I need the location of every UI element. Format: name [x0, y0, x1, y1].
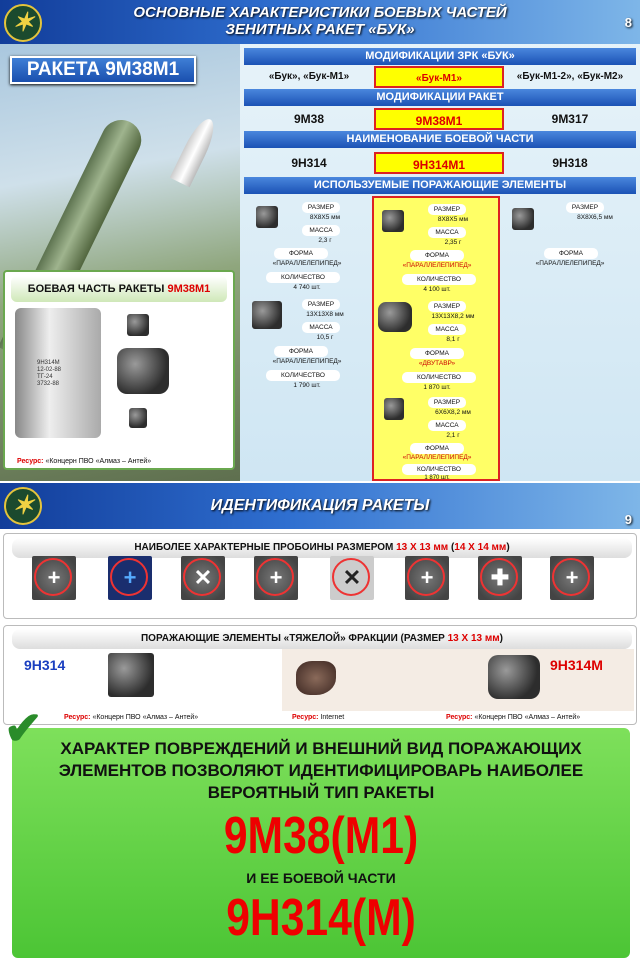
zrk-header: МОДИФИКАЦИИ ЗРК «БУК»	[244, 48, 636, 65]
rocket-row: 9М38 9М38М1 9М317	[244, 108, 636, 130]
checkmark-icon: ✔	[4, 702, 43, 754]
elements-header: ИСПОЛЬЗУЕМЫЕ ПОРАЖАЮЩИЕ ЭЛЕМЕНТЫ	[244, 177, 636, 194]
slide-title-line2: ЗЕНИТНЫХ РАКЕТ «БУК»	[225, 21, 415, 38]
star-emblem-icon: ✶	[4, 487, 42, 525]
fragment-13x13x8-icon	[252, 301, 282, 329]
elements-col-9n314m1: РАЗМЕР 8Х8Х5 мм МАССА 2,35 г ФОРМА «ПАРАЛЛЕЛЕПИПЕД» КОЛИЧЕСТВО 4 100 шт. РАЗМЕР 13Х13Х8,2 мм МАССА 8,1 г ФОРМА «ДВУТАВР» КОЛИЧЕСТВО 1 870 шт. РАЗМЕР 6Х6Х8,2 мм МАССА 2,1 г ФОРМА «ПАРАЛЛЕЛЕПИПЕД» КОЛИЧЕСТВО 1 870 шт.	[372, 196, 500, 481]
hole-photo-5: ✕	[330, 556, 374, 600]
missile-nose	[170, 115, 220, 188]
fragment-8x8x65-icon	[512, 208, 534, 230]
page-number: 8	[624, 15, 632, 30]
hole-photo-6: +	[405, 556, 449, 600]
fragment-tiny-icon	[129, 408, 147, 428]
holes-section	[3, 533, 637, 619]
fragment-8x8x5-icon	[382, 210, 404, 232]
warhead-result: 9Н314(М)	[226, 889, 416, 947]
warhead-header: НАИМЕНОВАНИЕ БОЕВОЙ ЧАСТИ	[244, 131, 636, 148]
elements-col-9n318: РАЗМЕР 8Х8Х6,5 мм ФОРМА «ПАРАЛЛЕЛЕПИПЕД»	[504, 196, 636, 481]
zrk-row: «Бук», «Бук-М1» «Бук-М1» «Бук-М1-2», «Бук-М2»	[244, 66, 636, 88]
and-warhead-text: И ЕЕ БОЕВОЙ ЧАСТИ	[246, 870, 396, 886]
fragment-small-icon	[127, 314, 149, 336]
slide-8	[0, 0, 640, 481]
conclusion-line3: ВЕРОЯТНЫЙ ТИП РАКЕТЫ	[207, 783, 435, 802]
model-9n314m-label: 9Н314М	[550, 657, 603, 673]
slide-9	[0, 483, 640, 963]
warhead-source: Ресурс: «Концерн ПВО «Алмаз – Антей»	[17, 458, 152, 465]
rocket-title-badge: РАКЕТА 9М38М1	[10, 56, 196, 84]
fragment-ibeam-icon	[488, 655, 540, 699]
conclusion-panel	[12, 728, 630, 958]
warhead-row: 9Н314 9Н314М1 9Н318	[244, 152, 636, 174]
star-emblem-icon: ✶	[4, 4, 42, 42]
fragment-cube-icon	[108, 653, 154, 697]
warhead-caption: БОЕВАЯ ЧАСТЬ РАКЕТЫ 9М38М1	[11, 276, 227, 302]
fragment-6x6x8-icon	[384, 398, 404, 420]
page-number: 9	[624, 512, 632, 527]
slide-title: ИДЕНТИФИКАЦИЯ РАКЕТЫ	[210, 497, 430, 514]
fragment-ibeam-icon	[117, 348, 169, 394]
barrel-markings: 9Н314М 12-02-88 ТГ-24 3732-88	[37, 360, 62, 387]
conclusion-line1: ХАРАКТЕР ПОВРЕЖДЕНИЙ И ВНЕШНИЙ ВИД ПОРАЖАЮЩИХ	[60, 739, 582, 758]
fragment-8x8x5-icon	[256, 206, 278, 228]
slide-header	[0, 0, 640, 44]
model-9n314-label: 9Н314	[24, 657, 66, 673]
rocket-result: 9М38(М1)	[223, 807, 419, 865]
hole-photo-2: +	[108, 556, 152, 600]
characteristics-table	[240, 44, 640, 481]
hole-photo-7: ✚	[478, 556, 522, 600]
hole-photo-8: +	[550, 556, 594, 600]
elements-col-9n314: РАЗМЕР 8Х8Х5 мм МАССА 2,3 г ФОРМА «ПАРАЛЛЕЛЕПИПЕД» КОЛИЧЕСТВО 4 740 шт. РАЗМЕР 13Х13Х8 мм МАССА 10,5 г ФОРМА «ПАРАЛЛЕЛЕПИПЕД» КОЛИЧЕСТВО 1 790 шт.	[244, 196, 370, 481]
slide-header	[0, 483, 640, 529]
fragment-ibeam-icon	[378, 302, 412, 332]
fragment-internet-icon	[296, 661, 336, 695]
rocket-header: МОДИФИКАЦИИ РАКЕТ	[244, 89, 636, 106]
hole-photo-3: ✕	[181, 556, 225, 600]
heavy-header: ПОРАЖАЮЩИЕ ЭЛЕМЕНТЫ «ТЯЖЕЛОЙ» ФРАКЦИИ (РАЗМЕР 13 Х 13 мм)	[12, 629, 632, 649]
holes-header: НАИБОЛЕЕ ХАРАКТЕРНЫЕ ПРОБОИНЫ РАЗМЕРОМ 13 Х 13 мм (14 Х 14 мм)	[12, 538, 632, 558]
source-left: Ресурс: «Концерн ПВО «Алмаз – Антей»	[64, 714, 199, 721]
hole-photo-1: +	[32, 556, 76, 600]
source-right: Ресурс: «Концерн ПВО «Алмаз – Антей»	[446, 714, 581, 721]
slide-title-line1: ОСНОВНЫЕ ХАРАКТЕРИСТИКИ БОЕВЫХ ЧАСТЕЙ	[133, 4, 507, 21]
warhead-barrel-photo	[15, 308, 101, 438]
source-internet: Ресурс: Internet	[292, 714, 345, 721]
hole-photo-4: +	[254, 556, 298, 600]
warhead-panel	[3, 270, 235, 470]
conclusion-line2: ЭЛЕМЕНТОВ ПОЗВОЛЯЮТ ИДЕНТИФИЦИРОВАРЬ НАИБОЛЕЕ	[58, 761, 584, 780]
